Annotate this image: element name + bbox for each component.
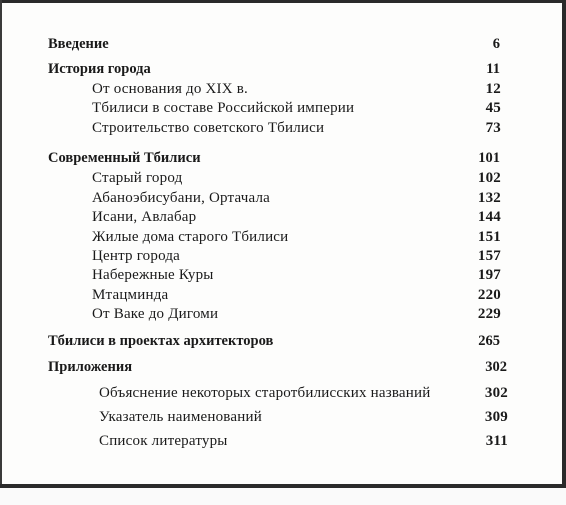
toc-item [92,249,501,267]
toc-page-number: 6 [492,36,500,52]
toc-page-number: 157 [477,248,501,264]
toc-page-number: 311 [485,433,508,449]
toc-item [92,171,501,189]
toc-item-title: Тбилиси в составе Российской империи [92,100,355,116]
toc-item [92,210,501,228]
page-border-left [0,0,2,485]
page-margin-strip [0,488,566,505]
toc-section-title: Современный Тбилиси [48,150,201,166]
toc-section-history [48,62,500,80]
toc-section-appendices [48,360,507,378]
toc-item-title: Мтацминда [92,287,169,303]
toc-section-modern-tbilisi [48,151,500,169]
toc-section-title: Введение [48,36,109,52]
toc-page-number: 101 [478,150,500,166]
toc-section-architects-projects [48,334,500,352]
toc-item-title: Жилые дома старого Тбилиси [92,229,289,245]
toc-item-title: Набережные Куры [92,267,214,283]
toc-item [92,268,501,286]
toc-page-number: 220 [477,287,501,303]
toc-page-number: 12 [485,81,501,97]
toc-item [92,82,501,100]
toc-page-number: 265 [478,333,500,349]
toc-section-introduction [48,37,500,55]
toc-section-title: Тбилиси в проектах архитекторов [48,333,274,349]
page-border-top [0,0,566,3]
toc-page-number: 309 [484,409,508,425]
toc-item-title: Исани, Авлабар [92,209,197,225]
toc-item [99,434,508,452]
toc-item [92,121,501,139]
toc-page-number: 144 [477,209,501,225]
toc-item-title: Абаноэбисубани, Ортачала [92,190,270,206]
toc-item [92,101,501,119]
toc-page-number: 73 [485,120,501,136]
toc-page-number: 302 [484,385,508,401]
toc-page-number: 11 [486,61,500,77]
toc-item [92,191,501,209]
toc-item-title: Строительство советского Тбилиси [92,120,325,136]
toc-item-title: От Ваке до Дигоми [92,306,219,322]
toc-item-title: Центр города [92,248,181,264]
toc-page-number: 302 [485,359,507,375]
toc-item [99,386,508,404]
toc-page-number: 132 [477,190,501,206]
toc-item-title: Старый город [92,170,183,186]
toc-item [92,230,501,248]
toc-page-number: 45 [485,100,501,116]
toc-item-title: Объяснение некоторых старотбилисских названий [99,385,431,401]
toc-section-title: Приложения [48,359,133,375]
toc-item-title: Указатель наименований [99,409,262,425]
toc-page-number: 197 [477,267,501,283]
toc-page-number: 102 [477,170,501,186]
toc-section-title: История города [48,61,151,77]
toc-item [92,307,501,325]
toc-item [92,288,501,306]
page-border-right [562,0,566,487]
toc-page-number: 151 [477,229,501,245]
toc-item [99,410,508,428]
toc-item-title: Список литературы [99,433,228,449]
toc-page-number: 229 [477,306,501,322]
toc-item-title: От основания до XIX в. [92,81,248,97]
